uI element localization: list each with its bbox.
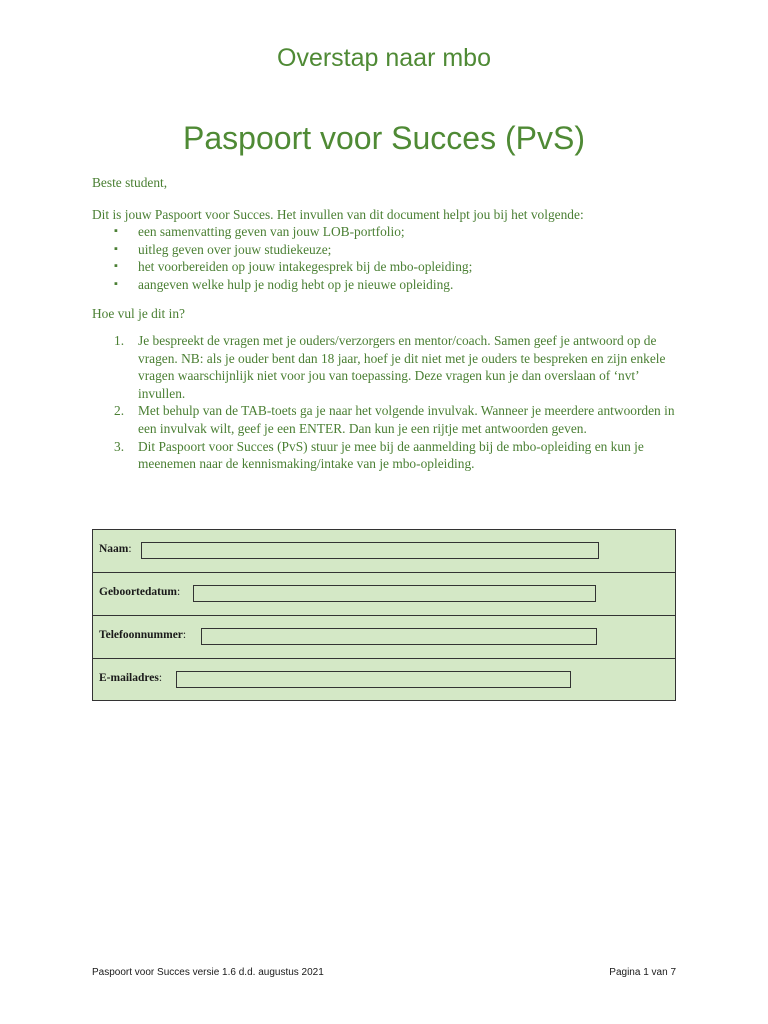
footer-page-number: Pagina 1 van 7 [609,967,676,978]
list-item: ▪ aangeven welke hulp je nodig hebt op je nieuwe opleiding. [114,276,454,292]
list-item: ▪ uitleg geven over jouw studiekeuze; [114,241,332,257]
birthdate-label: Geboortedatum: [99,586,181,598]
greeting-text: Beste student, [92,175,168,190]
bullet-icon: ▪ [114,277,118,290]
name-label: Naam: [99,543,132,555]
howto-heading: Hoe vul je dit in? [92,306,185,321]
form-row-birthdate [93,573,675,616]
document-title: Paspoort voor Succes (PvS) [183,120,585,156]
list-item: 2. Met behulp van de TAB-toets ga je naar het volgende invulvak. Wanneer je meerdere antwoorden in een invulvak wilt, geef je een ENTER. Dan kun je een rijtje met antwoorden geven. [114,403,675,436]
footer-version: Paspoort voor Succes versie 1.6 d.d. augustus 2021 [92,967,324,978]
instructions-list [92,332,682,473]
bullet-icon: ▪ [114,225,118,237]
list-item: 1. Je bespreekt de vragen met je ouders/verzorgers en mentor/coach. Samen geef je antwoord op de vragen. NB: als je ouder bent dan 18 jaar, hoef je dit niet met je ouders te bespreken en zijn enkele vragen waarschijnlijk niet voor jou van toepassing. Deze vragen kun je dan overslaan of ‘nvt’ invullen. [114,333,666,401]
document-subtitle: Overstap naar mbo [277,44,491,72]
list-item: ▪ een samenvatting geven van jouw LOB-portfolio; [114,224,405,239]
phone-field[interactable] [201,628,597,645]
form-row-phone [93,616,675,659]
email-label: E-mailadres: [99,672,163,684]
list-item: ▪ het voorbereiden op jouw intakegesprek bij de mbo-opleiding; [114,259,473,274]
bullet-icon: ▪ [114,242,118,255]
birthdate-field[interactable] [193,585,596,602]
form-row-name [93,530,675,573]
intro-text: Dit is jouw Paspoort voor Succes. Het invullen van dit document helpt jou bij het volgende: [92,207,584,222]
student-info-form [92,529,676,701]
name-field[interactable] [141,542,599,559]
list-item: 3. Dit Paspoort voor Succes (PvS) stuur je mee bij de aanmelding bij de mbo-opleiding en kun je meenemen naar de kennismaking/intake van je mbo-opleiding. [114,438,644,472]
email-field[interactable] [176,671,571,688]
purpose-list [92,223,472,293]
form-row-email [93,659,675,701]
phone-label: Telefoonnummer: [99,629,187,641]
bullet-icon: ▪ [114,260,118,272]
